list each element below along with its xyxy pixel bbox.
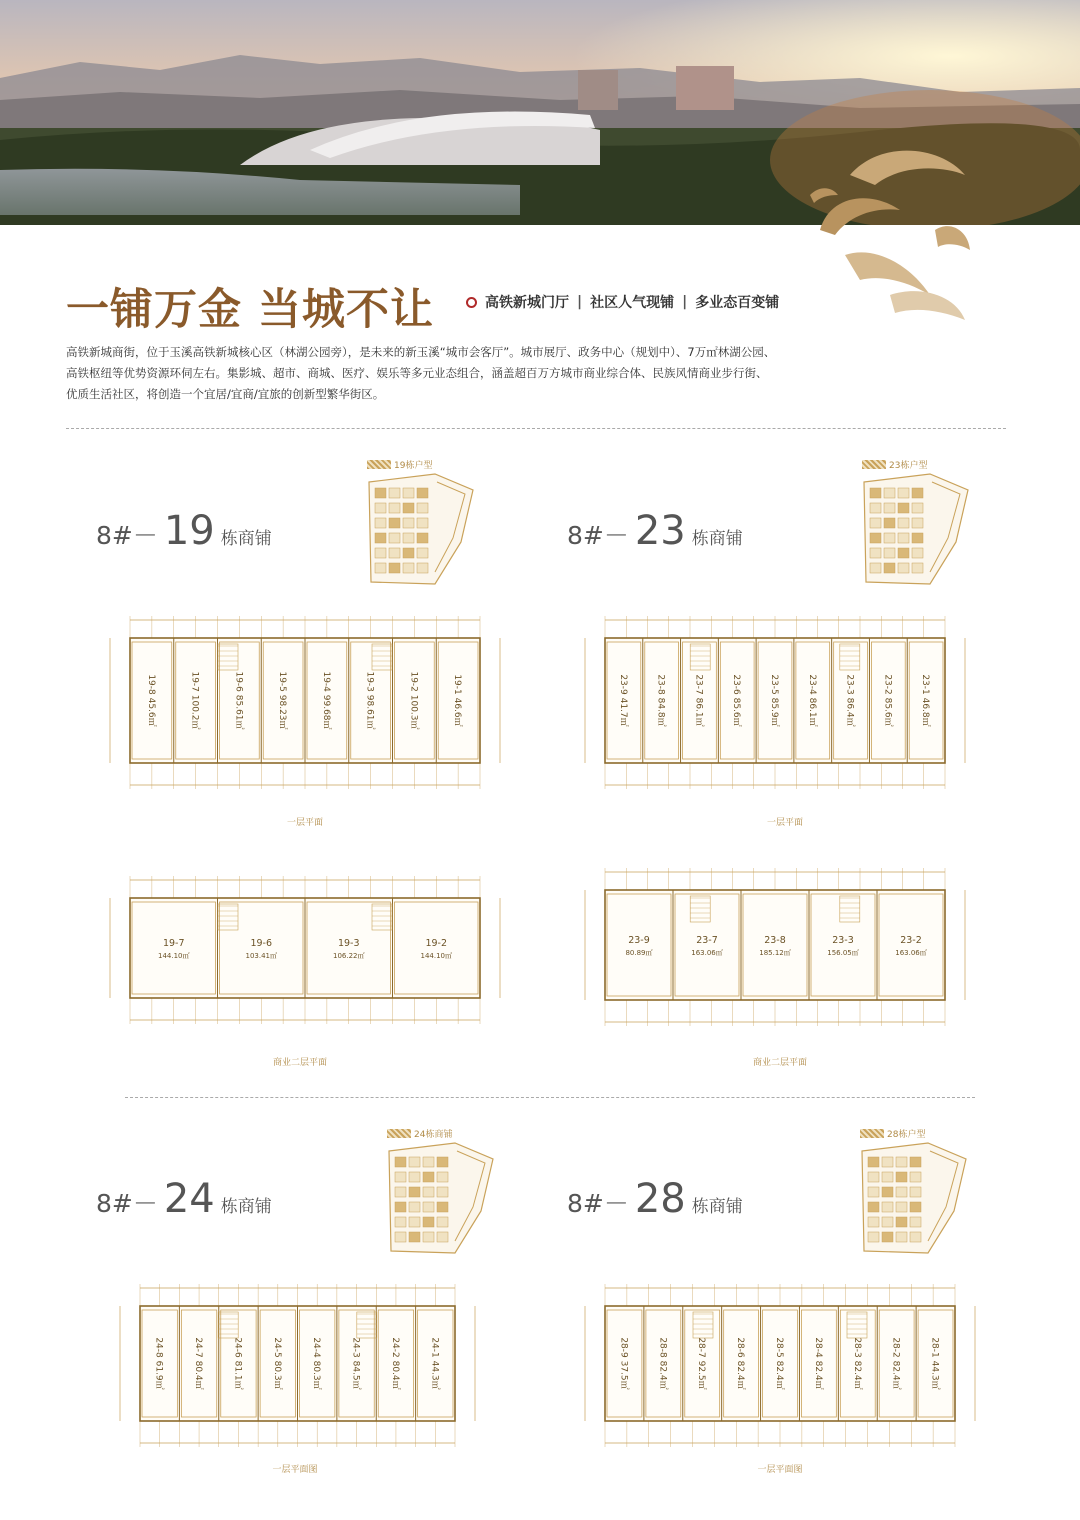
unit-label: 24-4 80.3㎡ xyxy=(311,1337,322,1390)
plan-caption: 一层平面图 xyxy=(757,1465,803,1475)
plan-caption: 一层平面 xyxy=(286,818,323,828)
site-keymap-19: 19栋户型 xyxy=(365,458,480,588)
plan-caption: 一层平面 xyxy=(766,818,803,828)
floor-plan-19-second xyxy=(100,870,510,1030)
section-divider xyxy=(66,428,1006,429)
intro-paragraph: 高铁新城商街，位于玉溪高铁新城核心区（林湖公园旁），是未来的新玉溪“城市会客厅”。城市展厅、政务中心（规划中）、7万㎡林湖公园、高铁枢纽等优势资源环伺左右。集影城、超市、商城、医疗、娱乐等多元业态组合，涵盖超百万方城市商业综合体、民族风情商业步行街、优质生活社区，将创造一个宜居/宜商/宜旅的创新型繁华街区。 xyxy=(66,345,776,401)
unit-label: 19-8 45.6㎡ xyxy=(145,674,156,727)
unit-label: 24-5 80.3㎡ xyxy=(271,1337,282,1390)
building-title-28: 8#－ 28 栋商铺 xyxy=(567,1176,743,1222)
floor-plan-23-second xyxy=(575,862,975,1032)
unit-label: 28-7 92.5㎡ xyxy=(696,1337,707,1390)
building-title-19: 8#－ 19 栋商铺 xyxy=(96,508,272,554)
site-keymap-24: 24栋商铺 xyxy=(385,1127,500,1257)
tag-1: 高铁新城门厅 xyxy=(485,295,569,311)
site-plan-icon xyxy=(858,1141,970,1257)
unit-label: 19-1 46.6㎡ xyxy=(452,674,463,727)
unit-label: 19-6 85.61㎡ xyxy=(233,671,244,730)
tag-2: 社区人气现铺 xyxy=(590,295,675,311)
site-plan-icon xyxy=(385,1141,497,1257)
unit-id: 23-2 xyxy=(900,935,922,946)
unit-label: 28-4 82.4㎡ xyxy=(812,1337,823,1390)
unit-label: 28-6 82.4㎡ xyxy=(735,1337,746,1390)
floor-plan-24-ground xyxy=(110,1278,485,1453)
unit-label: 23-9 41.7㎡ xyxy=(617,674,628,727)
unit-id: 23-3 xyxy=(832,935,854,946)
plan-caption: 商业二层平面 xyxy=(752,1058,807,1068)
unit-label: 23-6 85.6㎡ xyxy=(731,674,742,727)
site-keymap-28: 28栋户型 xyxy=(858,1127,973,1257)
unit-label: 24-6 81.1㎡ xyxy=(232,1337,243,1390)
unit-id: 19-6 xyxy=(250,938,273,949)
unit-label: 24-2 80.4㎡ xyxy=(389,1337,400,1390)
unit-id: 19-3 xyxy=(337,938,360,949)
unit-label: 19-3 98.61㎡ xyxy=(364,671,375,730)
unit-area: 144.10㎡ xyxy=(420,952,452,960)
unit-label: 24-1 44.3㎡ xyxy=(429,1337,440,1390)
unit-label: 24-8 61.9㎡ xyxy=(153,1337,164,1390)
unit-id: 19-7 xyxy=(162,938,185,949)
unit-label: 23-5 85.9㎡ xyxy=(769,674,779,727)
unit-label: 19-2 100.3㎡ xyxy=(408,671,419,730)
unit-area: 163.06㎡ xyxy=(895,949,927,957)
unit-area: 156.05㎡ xyxy=(827,949,859,957)
unit-label: 19-5 98.23㎡ xyxy=(277,671,288,730)
section-divider xyxy=(125,1097,975,1098)
plan-caption: 商业二层平面 xyxy=(272,1058,327,1068)
unit-label: 28-3 82.4㎡ xyxy=(851,1337,862,1390)
unit-area: 103.41㎡ xyxy=(245,952,277,960)
floor-plan-23-ground xyxy=(575,610,975,795)
page-title: 一铺万金 当城不让 xyxy=(66,285,434,335)
site-plan-icon xyxy=(860,472,972,588)
unit-label: 23-2 85.6㎡ xyxy=(882,674,893,727)
unit-label: 24-3 84.5㎡ xyxy=(350,1337,361,1390)
plan-caption: 一层平面图 xyxy=(272,1465,318,1475)
unit-id: 19-2 xyxy=(425,938,448,949)
unit-id: 23-9 xyxy=(628,935,650,946)
feature-tags xyxy=(466,292,779,312)
building-title-23: 8#－ 23 栋商铺 xyxy=(567,508,743,554)
unit-label: 28-9 37.5㎡ xyxy=(618,1337,629,1390)
site-keymap-23: 23栋户型 xyxy=(860,458,975,588)
site-plan-icon xyxy=(365,472,477,588)
unit-label: 28-2 82.4㎡ xyxy=(890,1337,901,1390)
unit-label: 23-8 84.8㎡ xyxy=(655,674,666,727)
unit-label: 19-7 100.2㎡ xyxy=(189,671,200,730)
building-title-24: 8#－ 24 栋商铺 xyxy=(96,1176,272,1222)
unit-label: 23-4 86.1㎡ xyxy=(806,674,817,727)
tag-3: 多业态百变铺 xyxy=(695,295,780,311)
tag-separator: | xyxy=(577,294,583,310)
unit-label: 28-1 44.3㎡ xyxy=(929,1337,940,1390)
floor-plan-19-ground xyxy=(100,610,510,795)
tag-separator: | xyxy=(682,294,688,310)
unit-id: 23-8 xyxy=(764,935,786,946)
unit-label: 28-5 82.4㎡ xyxy=(774,1337,784,1390)
unit-area: 80.89㎡ xyxy=(625,949,653,957)
unit-area: 163.06㎡ xyxy=(691,949,723,957)
unit-area: 144.10㎡ xyxy=(158,952,190,960)
unit-label: 24-7 80.4㎡ xyxy=(193,1337,204,1390)
unit-area: 106.22㎡ xyxy=(333,952,365,960)
unit-label: 19-4 99.68㎡ xyxy=(320,671,331,730)
unit-label: 23-1 46.8㎡ xyxy=(920,674,931,727)
unit-label: 23-7 86.1㎡ xyxy=(693,674,704,727)
unit-area: 185.12㎡ xyxy=(759,949,791,957)
unit-label: 23-3 86.4㎡ xyxy=(844,674,855,727)
unit-id: 23-7 xyxy=(696,935,718,946)
bullet-icon xyxy=(466,297,477,308)
floor-plan-28-ground xyxy=(575,1278,985,1453)
unit-label: 28-8 82.4㎡ xyxy=(657,1337,668,1390)
gold-leaf-emblem xyxy=(790,135,980,350)
